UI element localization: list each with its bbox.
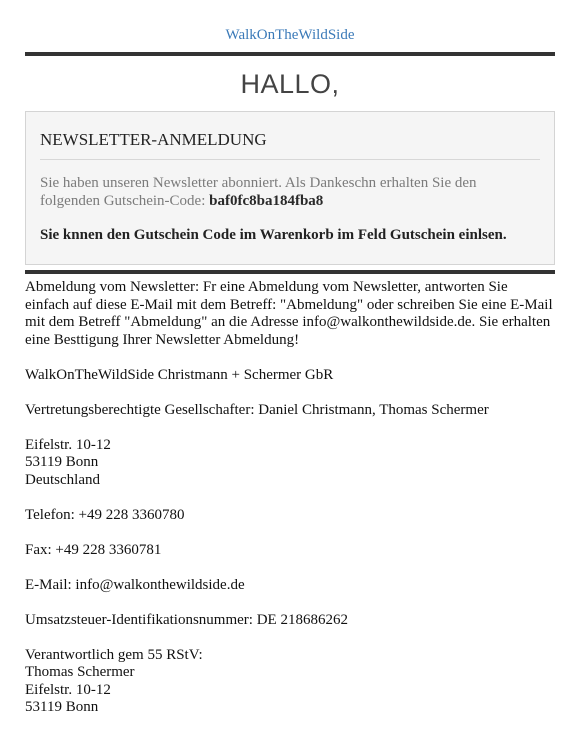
email-address: E-Mail: info@walkonthewildside.de [25,576,245,593]
responsible-label: Verantwortlich gem 55 RStV: [25,646,203,663]
phone-number: Telefon: +49 228 3360780 [25,506,185,523]
newsletter-box-title: NEWSLETTER-ANMELDUNG [40,130,540,160]
brand-link[interactable]: WalkOnTheWildSide [225,27,355,43]
responsible-city: 53119 Bonn [25,699,99,715]
thank-you-text: Sie haben unseren Newsletter abonniert. Als Dankeschn erhalten Sie den folgenden Gutschein-Code: [40,175,477,209]
coupon-hint: Sie knnen den Gutschein Code im Warenkorb im Feld Gutschein einlsen. [40,227,507,243]
greeting-heading: HALLO, [240,69,340,99]
newsletter-box-text [40,174,540,210]
address-country: Deutschland [25,471,100,488]
newsletter-box [25,111,555,265]
address-city: 53119 Bonn [25,454,99,470]
vat-id: Umsatzsteuer-Identifikationsnummer: DE 218686262 [25,611,348,628]
responsible-name: Thomas Schermer [25,664,135,680]
company-address [25,437,555,490]
bottom-divider [25,270,555,274]
coupon-code: baf0fc8ba184fba8 [209,193,324,209]
responsible-person [25,647,555,717]
unsubscribe-text: Abmeldung vom Newsletter: Fr eine Abmeldung vom Newsletter, antworten Sie einfach auf diese E-Mail mit dem Betreff: "Abmeldung" oder schreiben Sie eine E-Mail mit dem Betreff "Abmeldung" an die Adresse info@walkonthewildside.de. Sie erhalten eine Besttigung Ihrer Newsletter Abmeldung! [25,279,553,348]
footer [25,279,555,717]
responsible-street: Eifelstr. 10-12 [25,681,111,698]
address-street: Eifelstr. 10-12 [25,436,111,453]
top-divider [25,52,555,56]
fax-number: Fax: +49 228 3360781 [25,541,162,558]
brand-header [25,26,555,44]
email-container [25,0,555,734]
representatives: Vertretungsberechtigte Gesellschafter: Daniel Christmann, Thomas Schermer [25,401,489,418]
company-name: WalkOnTheWildSide Christmann + Schermer GbR [25,366,334,383]
